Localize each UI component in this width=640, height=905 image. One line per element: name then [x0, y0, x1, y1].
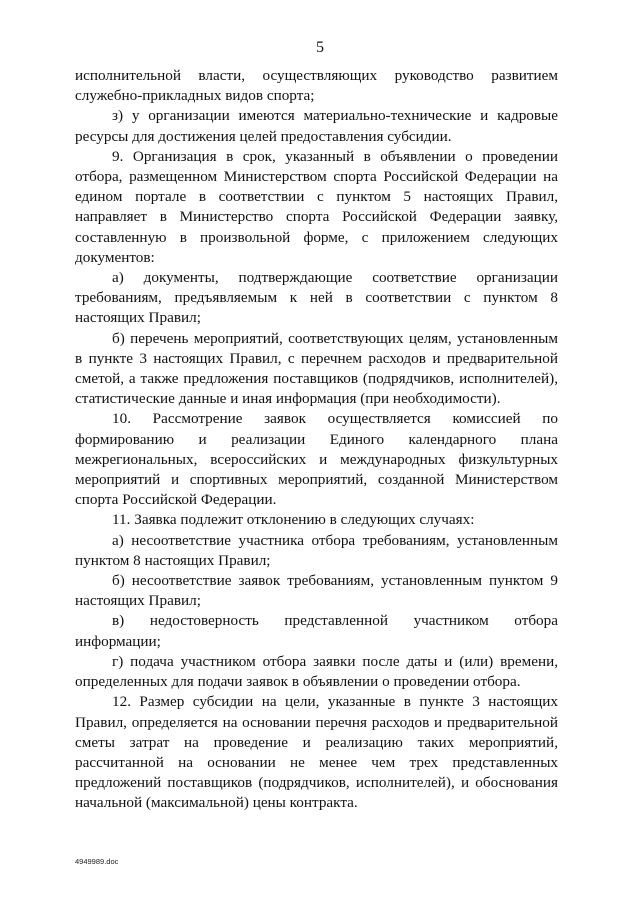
paragraph-9a: а) документы, подтверждающие соответствие организации требованиям, предъявляемым к ней в соответствии с пунктом 8 настоящих Правил;	[75, 269, 558, 327]
paragraph-11g: г) подача участником отбора заявки после даты и (или) времени, определенных для подачи заявок в объявлении о проведении отбора.	[75, 652, 558, 691]
paragraph-item-z: з) у организации имеются материально-технические и кадровые ресурсы для достижения целей предоставления субсидии.	[75, 107, 558, 145]
paragraph-continuation: исполнительной власти, осуществляющих руководство развитием служебно-прикладных видов спорта;	[75, 67, 558, 105]
paragraph-11v: в) недостоверность представленной участником отбора информации;	[75, 612, 558, 650]
paragraph-11b: б) несоответствие заявок требованиям, установленным пунктом 9 настоящих Правил;	[75, 572, 558, 610]
page-number: 5	[316, 39, 324, 56]
paragraph-11: 11. Заявка подлежит отклонению в следующих случаях:	[112, 511, 475, 529]
paragraph-12: 12. Размер субсидии на цели, указанные в пункте 3 настоящих Правил, определяется на основании перечня расходов и предварительной сметы затрат на проведение и реализацию таких мероприятий, рассчитанной на основании не менее чем трех представленных предложений поставщиков (подрядчиков, исполнителей), и обоснования начальной (максимальной) цены контракта.	[75, 693, 558, 812]
paragraph-9: 9. Организация в срок, указанный в объявлении о проведении отбора, размещенном Министерством спорта Российской Федерации на едином портале в соответствии с пунктом 5 настоящих Правил, направляет в Министерство спорта Российской Федерации заявку, составленную в произвольной форме, с приложением следующих документов:	[75, 147, 558, 266]
paragraph-10: 10. Рассмотрение заявок осуществляется комиссией по формированию и реализации Единого календарного плана межрегиональных, всероссийских и международных физкультурных мероприятий и спортивных мероприятий, созданной Министерством спорта Российской Федерации.	[75, 410, 558, 509]
paragraph-9b: б) перечень мероприятий, соответствующих целям, установленным в пункте 3 настоящих Правил, с перечнем расходов и предварительной сметой, а также предложения поставщиков (подрядчиков, исполнителей), статистические данные и иная информация (при необходимости).	[75, 329, 558, 408]
document-body	[75, 66, 558, 814]
document-file-code: 4949989.doc	[75, 857, 119, 866]
paragraph-11a: а) несоответствие участника отбора требованиям, установленным пунктом 8 настоящих Правил;	[75, 531, 558, 569]
